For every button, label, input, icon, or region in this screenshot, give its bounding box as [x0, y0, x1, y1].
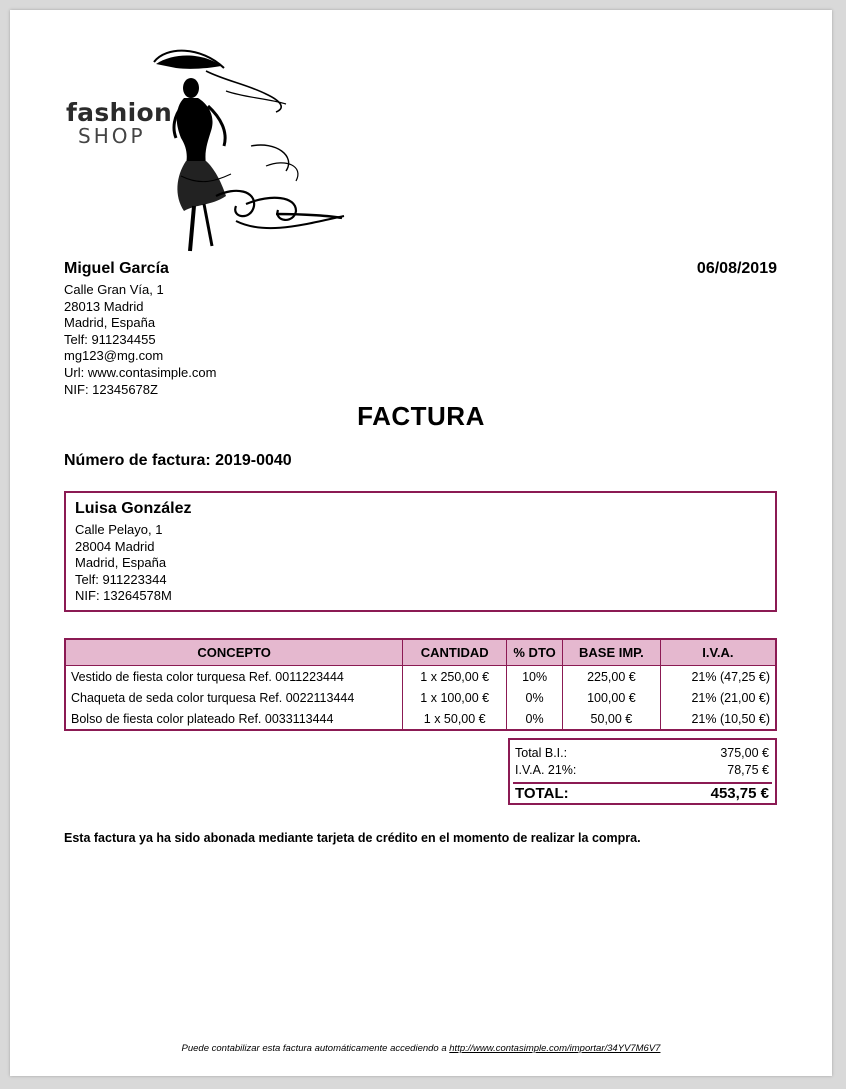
- document-title: FACTURA: [357, 401, 485, 431]
- total-iva-label: I.V.A. 21%:: [515, 763, 577, 777]
- col-header-concepto: CONCEPTO: [65, 639, 403, 666]
- cell-concepto: Chaqueta de seda color turquesa Ref. 0022113444: [65, 687, 403, 708]
- col-header-iva: I.V.A.: [660, 639, 776, 666]
- cell-cantidad: 1 x 250,00 €: [403, 666, 507, 688]
- issuer-block: [64, 260, 464, 398]
- cell-base: 100,00 €: [563, 687, 661, 708]
- footer-text: Puede contabilizar esta factura automáticamente accediendo a: [181, 1043, 450, 1054]
- table-row: [65, 666, 776, 688]
- logo-word-shop: SHOP: [78, 124, 146, 148]
- payment-note: Esta factura ya ha sido abonada mediante tarjeta de crédito en el momento de realizar la compra.: [64, 831, 641, 845]
- cell-iva: 21% (21,00 €): [660, 687, 776, 708]
- fashion-shop-logo: [66, 46, 346, 256]
- cell-concepto: Bolso de fiesta color plateado Ref. 0033113444: [65, 708, 403, 730]
- total-bi-label: Total B.I.:: [515, 746, 568, 760]
- items-table: [64, 638, 777, 731]
- cell-iva: 21% (47,25 €): [660, 666, 776, 688]
- issuer-address: Calle Gran Vía, 1: [64, 282, 164, 297]
- col-header-cantidad: CANTIDAD: [403, 639, 507, 666]
- client-box: [64, 491, 777, 612]
- issuer-email: mg123@mg.com: [64, 348, 164, 364]
- total-bi-row: [515, 746, 769, 762]
- table-header-row: [65, 639, 776, 666]
- cell-iva: 21% (10,50 €): [660, 708, 776, 730]
- grand-total-row: [513, 782, 772, 806]
- issuer-url: Url: www.contasimple.com: [64, 364, 217, 380]
- client-address: Calle Pelayo, 1: [75, 522, 163, 537]
- cell-base: 50,00 €: [563, 708, 661, 730]
- total-iva-row: [515, 763, 769, 779]
- client-postal: 28004 Madrid: [75, 538, 155, 554]
- grand-total-label: TOTAL:: [515, 785, 569, 802]
- cell-dto: 0%: [507, 687, 563, 708]
- totals-box: [508, 738, 777, 805]
- issuer-nif: NIF: 12345678Z: [64, 381, 158, 397]
- import-link[interactable]: http://www.contasimple.com/importar/34YV7M6V7: [449, 1043, 661, 1054]
- invoice-date: 06/08/2019: [696, 260, 777, 277]
- footer: [10, 1043, 832, 1054]
- cell-dto: 0%: [507, 708, 563, 730]
- issuer-region: Madrid, España: [64, 315, 156, 331]
- invoice-number: Número de factura: 2019-0040: [64, 452, 292, 469]
- total-iva-value: 78,75 €: [727, 763, 769, 777]
- table-row: [65, 708, 776, 730]
- issuer-phone: Telf: 911234455: [64, 331, 156, 347]
- total-bi-value: 375,00 €: [720, 746, 769, 760]
- issuer-postal: 28013 Madrid: [64, 298, 144, 314]
- col-header-base: BASE IMP.: [563, 639, 661, 666]
- col-header-dto: % DTO: [507, 639, 563, 666]
- cell-cantidad: 1 x 50,00 €: [403, 708, 507, 730]
- invoice-page: [10, 10, 832, 1076]
- client-region: Madrid, España: [75, 555, 167, 571]
- cell-concepto: Vestido de fiesta color turquesa Ref. 0011223444: [65, 666, 403, 688]
- logo-word-fashion: fashion: [66, 98, 173, 127]
- client-phone: Telf: 911223344: [75, 571, 167, 587]
- cell-base: 225,00 €: [563, 666, 661, 688]
- fashion-silhouette-icon: [146, 46, 346, 256]
- table-row: [65, 687, 776, 708]
- cell-cantidad: 1 x 100,00 €: [403, 687, 507, 708]
- client-nif: NIF: 13264578M: [75, 588, 172, 604]
- client-name: Luisa González: [75, 500, 192, 517]
- grand-total-value: 453,75 €: [710, 785, 769, 802]
- issuer-name: Miguel García: [64, 260, 169, 277]
- cell-dto: 10%: [507, 666, 563, 688]
